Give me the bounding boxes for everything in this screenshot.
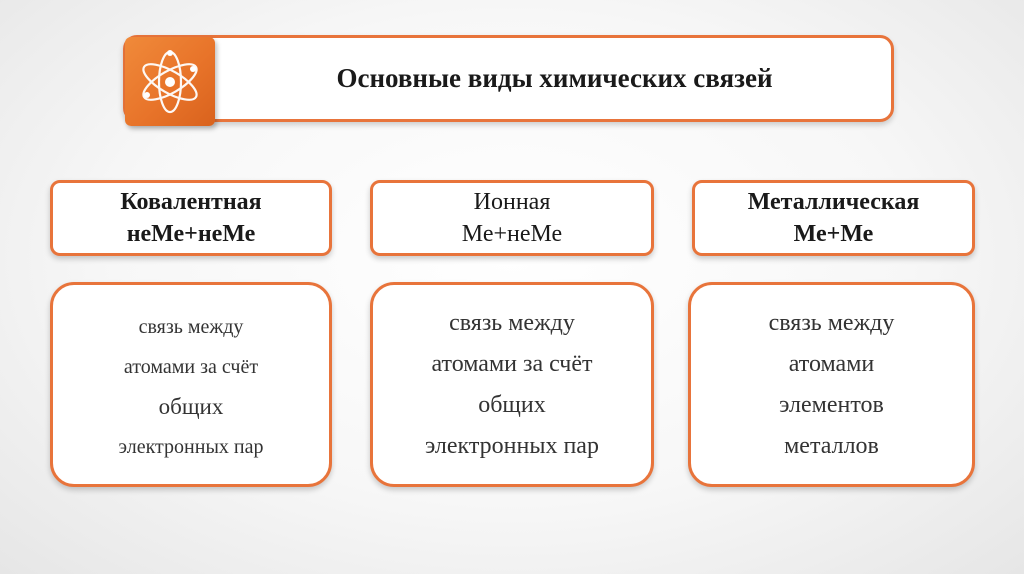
bond-type-ionic (370, 180, 654, 256)
description-line: связь между (449, 309, 575, 336)
atom-icon (133, 45, 207, 119)
description-line: общих (158, 393, 224, 419)
bond-type-covalent (50, 180, 332, 256)
bond-type-formula: Ме+неМе (461, 221, 563, 247)
description-line: атомами за счёт (123, 355, 259, 378)
description-line: атомами (788, 350, 875, 377)
description-line: электронных пар (425, 432, 599, 459)
page-title: Основные виды химических связей (336, 63, 773, 93)
bond-type-metallic (692, 180, 975, 256)
bond-description-metallic (688, 282, 975, 487)
bond-description-ionic (370, 282, 654, 487)
logo-box (125, 37, 215, 126)
description-line: элементов (779, 391, 884, 418)
bond-description-covalent (50, 282, 332, 487)
bond-type-formula: неМе+неМе (126, 221, 256, 247)
description-line: связь между (138, 315, 244, 338)
description-line: металлов (784, 432, 879, 459)
bond-type-name: Ковалентная (120, 189, 262, 215)
description-line: связь между (768, 309, 895, 336)
bond-type-formula: Ме+Ме (793, 221, 874, 247)
description-line: электронных пар (118, 435, 264, 458)
description-line: общих (478, 391, 546, 418)
description-line: атомами за счёт (431, 350, 593, 377)
bond-type-name: Металлическая (747, 189, 920, 215)
bond-type-name: Ионная (473, 189, 551, 215)
